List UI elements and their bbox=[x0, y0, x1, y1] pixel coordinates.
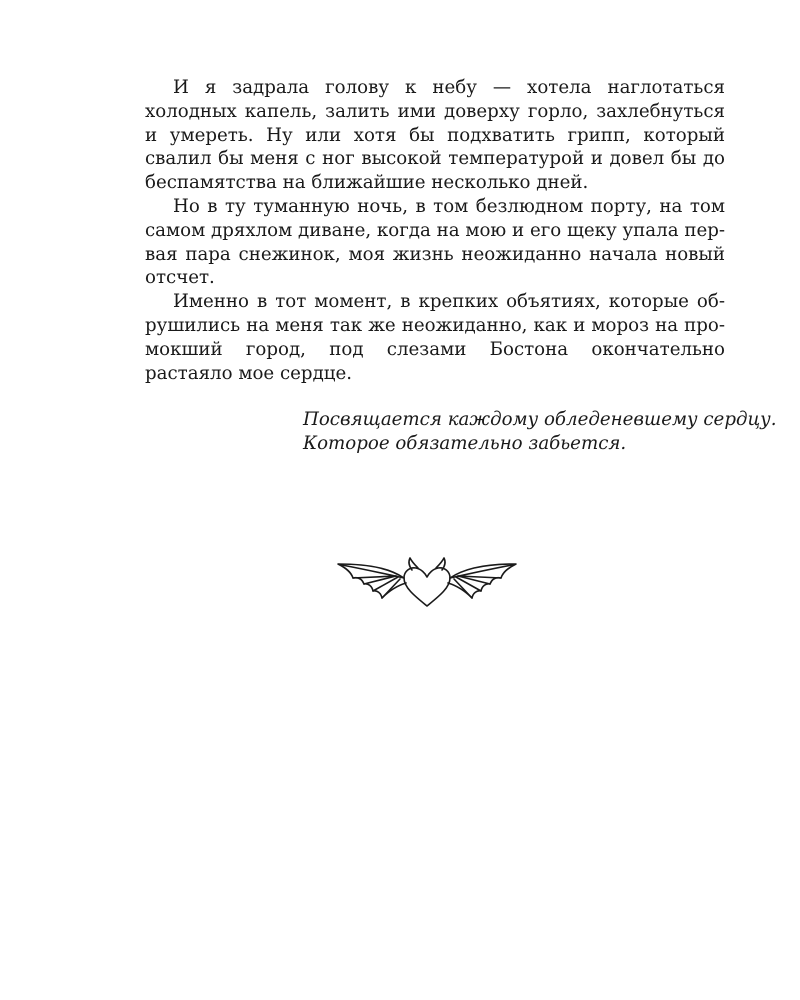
book-page-text bbox=[145, 76, 725, 385]
winged-heart-icon bbox=[336, 556, 518, 612]
paragraph-2: Но в ту туманную ночь, в том безлюдном порту, на том самом дряхлом диване, когда на мою и его щеку упала первая пара снежинок, моя жизнь неожиданно начала новый отсчет. bbox=[145, 195, 726, 289]
dedication-line-1: Посвящается каждому обледеневшему сердцу. bbox=[303, 409, 777, 430]
dedication bbox=[303, 408, 777, 456]
paragraph-1: И я задрала голову к небу — хотела наглотаться холодных капель, залить ими доверху горло, захлебнуться и умереть. Ну или хотя бы подхватить грипп, который свалил бы меня с ног высокой температурой и довел бы до беспамятства на ближайшие несколько дней. bbox=[145, 77, 725, 194]
dedication-line-2: Которое обязательно забьется. bbox=[303, 433, 627, 454]
paragraph-3: Именно в тот момент, в крепких объятиях, которые обрушились на меня так же неожиданно, как и мороз на промокший город, под слезами Бостона окончательно растаяло мое сердце. bbox=[145, 291, 725, 384]
